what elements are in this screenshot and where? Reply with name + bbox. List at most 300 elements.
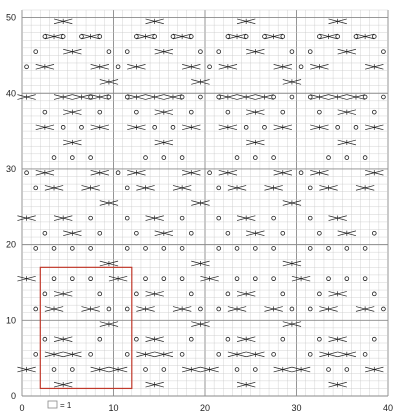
decrease-symbol xyxy=(329,382,347,387)
decrease-symbol xyxy=(237,337,255,342)
yarn-over-symbol xyxy=(354,35,358,39)
yarn-over-symbol xyxy=(372,337,376,341)
yarn-over-symbol xyxy=(345,156,349,160)
yarn-over-symbol xyxy=(290,50,294,54)
yarn-over-symbol xyxy=(134,337,138,341)
yarn-over-symbol xyxy=(354,125,358,129)
yarn-over-symbol xyxy=(217,216,221,220)
yarn-over-symbol xyxy=(382,307,386,311)
yarn-over-symbol xyxy=(317,110,321,114)
yarn-over-symbol xyxy=(89,247,93,251)
yarn-over-symbol xyxy=(382,50,386,54)
yarn-over-symbol xyxy=(80,35,84,39)
yarn-over-symbol xyxy=(382,95,386,99)
yarn-over-symbol xyxy=(226,110,230,114)
decrease-symbol xyxy=(127,64,145,69)
decrease-symbol xyxy=(246,110,264,115)
decrease-symbol xyxy=(246,49,264,54)
yarn-over-symbol xyxy=(180,156,184,160)
decrease-symbol xyxy=(246,231,264,236)
legend-swatch xyxy=(48,401,57,408)
decrease-symbol xyxy=(146,216,164,221)
decrease-symbol xyxy=(365,64,383,69)
yarn-over-symbol xyxy=(317,35,321,39)
decrease-symbol xyxy=(200,276,218,281)
decrease-symbol xyxy=(329,337,347,342)
yarn-over-symbol xyxy=(226,231,230,235)
yarn-over-symbol xyxy=(162,247,166,251)
decrease-symbol xyxy=(17,216,35,221)
yarn-over-symbol xyxy=(281,35,285,39)
decrease-symbol xyxy=(81,34,99,39)
decrease-symbol xyxy=(182,170,200,175)
decrease-symbol xyxy=(338,49,356,54)
yarn-over-symbol xyxy=(217,247,221,251)
decrease-symbol xyxy=(54,337,72,342)
yarn-over-symbol xyxy=(52,156,56,160)
yarn-over-symbol xyxy=(253,277,257,281)
decrease-symbol xyxy=(191,200,209,205)
yarn-over-symbol xyxy=(263,125,267,129)
yarn-over-symbol xyxy=(70,368,74,372)
yarn-over-symbol xyxy=(317,292,321,296)
yarn-over-symbol xyxy=(336,125,340,129)
yarn-over-symbol xyxy=(317,337,321,341)
decrease-symbol xyxy=(310,125,328,130)
yarn-over-symbol xyxy=(125,95,129,99)
decrease-symbol xyxy=(100,200,118,205)
decrease-symbol xyxy=(136,306,154,311)
yarn-over-symbol xyxy=(34,352,38,356)
yarn-over-symbol xyxy=(34,307,38,311)
decrease-symbol xyxy=(338,140,356,145)
yarn-over-symbol xyxy=(25,171,29,175)
decrease-symbol xyxy=(283,261,301,266)
yarn-over-symbol xyxy=(43,231,47,235)
decrease-symbol xyxy=(155,140,173,145)
yarn-over-symbol xyxy=(43,35,47,39)
yarn-over-symbol xyxy=(217,95,221,99)
decrease-symbol xyxy=(146,94,164,99)
yarn-over-symbol xyxy=(308,186,312,190)
yarn-over-symbol xyxy=(171,125,175,129)
decrease-symbol xyxy=(191,79,209,84)
yarn-over-symbol xyxy=(345,368,349,372)
yarn-over-symbol xyxy=(116,171,120,175)
yarn-over-symbol xyxy=(308,352,312,356)
yarn-over-symbol xyxy=(162,156,166,160)
yarn-over-symbol xyxy=(244,35,248,39)
yarn-over-symbol xyxy=(281,110,285,114)
yarn-over-symbol xyxy=(134,35,138,39)
yarn-over-symbol xyxy=(180,95,184,99)
decrease-symbol xyxy=(310,64,328,69)
yarn-over-symbol xyxy=(290,95,294,99)
yarn-over-symbol xyxy=(52,247,56,251)
decrease-symbol xyxy=(45,34,63,39)
decrease-symbol xyxy=(63,140,81,145)
decrease-symbol xyxy=(237,291,255,296)
decrease-symbol xyxy=(109,367,127,372)
decrease-symbol xyxy=(356,34,374,39)
yarn-over-symbol xyxy=(226,337,230,341)
decrease-symbol xyxy=(219,94,237,99)
decrease-symbol xyxy=(246,352,264,357)
yarn-over-symbol xyxy=(199,307,203,311)
yarn-over-symbol xyxy=(308,50,312,54)
yarn-over-symbol xyxy=(345,247,349,251)
yarn-over-symbol xyxy=(281,337,285,341)
decrease-symbol xyxy=(347,94,365,99)
yarn-over-symbol xyxy=(89,156,93,160)
y-tick-label: 20 xyxy=(5,239,16,250)
decrease-symbol xyxy=(36,64,54,69)
yarn-over-symbol xyxy=(125,352,129,356)
decrease-symbol xyxy=(274,64,292,69)
decrease-symbol xyxy=(146,19,164,24)
yarn-over-symbol xyxy=(372,231,376,235)
decrease-symbol xyxy=(91,170,109,175)
decrease-symbol xyxy=(100,321,118,326)
yarn-over-symbol xyxy=(89,216,93,220)
legend xyxy=(48,401,72,410)
yarn-over-symbol xyxy=(144,247,148,251)
decrease-symbol xyxy=(292,276,310,281)
decrease-symbol xyxy=(100,79,118,84)
yarn-over-symbol xyxy=(125,50,129,54)
yarn-over-symbol xyxy=(43,292,47,296)
yarn-over-symbol xyxy=(308,307,312,311)
decrease-symbol xyxy=(319,306,337,311)
yarn-over-symbol xyxy=(217,50,221,54)
decrease-symbol xyxy=(228,185,246,190)
decrease-symbol xyxy=(219,64,237,69)
yarn-over-symbol xyxy=(272,95,276,99)
yarn-over-symbol xyxy=(189,231,193,235)
decrease-symbol xyxy=(246,140,264,145)
yarn-over-symbol xyxy=(299,65,303,69)
decrease-symbol xyxy=(365,125,383,130)
decrease-symbol xyxy=(292,367,310,372)
decrease-symbol xyxy=(91,94,109,99)
decrease-symbol xyxy=(17,276,35,281)
decrease-symbol xyxy=(338,352,356,357)
yarn-over-symbol xyxy=(70,277,74,281)
decrease-symbol xyxy=(237,19,255,24)
decrease-symbol xyxy=(310,94,328,99)
decrease-symbol xyxy=(173,306,191,311)
decrease-symbol xyxy=(91,125,109,130)
yarn-over-symbol xyxy=(253,156,257,160)
decrease-symbol xyxy=(17,94,35,99)
yarn-over-symbol xyxy=(134,292,138,296)
yarn-over-symbol xyxy=(125,307,129,311)
decrease-symbol xyxy=(91,64,109,69)
yarn-over-symbol xyxy=(272,247,276,251)
decrease-symbol xyxy=(182,125,200,130)
yarn-over-symbol xyxy=(244,125,248,129)
yarn-over-symbol xyxy=(345,277,349,281)
yarn-over-symbol xyxy=(180,352,184,356)
decrease-symbol xyxy=(100,261,118,266)
yarn-over-symbol xyxy=(43,110,47,114)
yarn-over-symbol xyxy=(162,277,166,281)
yarn-over-symbol xyxy=(134,110,138,114)
yarn-over-symbol xyxy=(162,368,166,372)
yarn-over-symbol xyxy=(327,277,331,281)
yarn-over-symbol xyxy=(336,35,340,39)
decrease-symbol xyxy=(182,367,200,372)
decrease-symbol xyxy=(237,382,255,387)
yarn-over-symbol xyxy=(226,35,230,39)
yarn-over-symbol xyxy=(189,35,193,39)
decrease-symbol xyxy=(72,94,90,99)
x-tick-label: 0 xyxy=(19,403,25,413)
decrease-symbol xyxy=(329,19,347,24)
x-tick-label: 20 xyxy=(199,403,211,413)
yarn-over-symbol xyxy=(180,277,184,281)
decrease-symbol xyxy=(54,291,72,296)
yarn-over-symbol xyxy=(80,125,84,129)
decrease-symbol xyxy=(36,170,54,175)
decrease-symbol xyxy=(54,382,72,387)
yarn-over-symbol xyxy=(171,35,175,39)
decrease-symbol xyxy=(319,352,337,357)
decrease-symbol xyxy=(319,34,337,39)
decrease-symbol xyxy=(54,19,72,24)
yarn-over-symbol xyxy=(372,35,376,39)
decrease-symbol xyxy=(228,352,246,357)
yarn-over-symbol xyxy=(107,95,111,99)
x-tick-label: 30 xyxy=(291,403,302,413)
decrease-symbol xyxy=(338,110,356,115)
decrease-symbol xyxy=(329,94,347,99)
decrease-symbol xyxy=(136,185,154,190)
yarn-over-symbol xyxy=(372,110,376,114)
yarn-over-symbol xyxy=(363,352,367,356)
decrease-symbol xyxy=(146,337,164,342)
chart-symbols xyxy=(17,19,385,387)
yarn-over-symbol xyxy=(70,156,74,160)
decrease-symbol xyxy=(264,306,282,311)
yarn-over-symbol xyxy=(363,277,367,281)
decrease-symbol xyxy=(63,49,81,54)
yarn-over-symbol xyxy=(281,231,285,235)
yarn-over-symbol xyxy=(153,35,157,39)
decrease-symbol xyxy=(264,185,282,190)
decrease-symbol xyxy=(200,367,218,372)
yarn-over-symbol xyxy=(98,35,102,39)
yarn-over-symbol xyxy=(327,247,331,251)
yarn-over-symbol xyxy=(217,307,221,311)
decrease-symbol xyxy=(36,125,54,130)
yarn-over-symbol xyxy=(299,171,303,175)
x-tick-label: 40 xyxy=(382,403,394,413)
y-tick-label: 10 xyxy=(5,315,16,326)
decrease-symbol xyxy=(283,200,301,205)
yarn-over-symbol xyxy=(70,247,74,251)
yarn-over-symbol xyxy=(98,337,102,341)
decrease-symbol xyxy=(127,170,145,175)
decrease-symbol xyxy=(182,64,200,69)
yarn-over-symbol xyxy=(327,156,331,160)
yarn-over-symbol xyxy=(34,186,38,190)
decrease-symbol xyxy=(191,261,209,266)
yarn-over-symbol xyxy=(125,247,129,251)
decrease-symbol xyxy=(155,49,173,54)
decrease-symbol xyxy=(155,352,173,357)
y-tick-label: 0 xyxy=(10,391,16,401)
y-tick-label: 30 xyxy=(5,163,16,174)
decrease-symbol xyxy=(45,306,63,311)
yarn-over-symbol xyxy=(226,292,230,296)
decrease-symbol xyxy=(228,306,246,311)
yarn-over-symbol xyxy=(125,216,129,220)
yarn-over-symbol xyxy=(308,216,312,220)
decrease-symbol xyxy=(81,185,99,190)
yarn-over-symbol xyxy=(363,156,367,160)
yarn-over-symbol xyxy=(290,307,294,311)
decrease-symbol xyxy=(365,170,383,175)
yarn-over-symbol xyxy=(208,171,212,175)
legend-text: = 1 xyxy=(60,401,72,410)
yarn-over-symbol xyxy=(189,292,193,296)
decrease-symbol xyxy=(63,352,81,357)
yarn-over-symbol xyxy=(272,156,276,160)
yarn-over-symbol xyxy=(34,247,38,251)
decrease-symbol xyxy=(338,231,356,236)
y-tick-label: 40 xyxy=(5,88,16,99)
decrease-symbol xyxy=(264,34,282,39)
yarn-over-symbol xyxy=(89,95,93,99)
decrease-symbol xyxy=(136,352,154,357)
decrease-symbol xyxy=(81,306,99,311)
yarn-over-symbol xyxy=(372,292,376,296)
decrease-symbol xyxy=(146,291,164,296)
yarn-over-symbol xyxy=(363,95,367,99)
yarn-over-symbol xyxy=(98,231,102,235)
decrease-symbol xyxy=(127,125,145,130)
decrease-symbol xyxy=(283,79,301,84)
decrease-symbol xyxy=(155,110,173,115)
x-tick-label: 10 xyxy=(108,403,119,413)
yarn-over-symbol xyxy=(43,337,47,341)
yarn-over-symbol xyxy=(272,277,276,281)
decrease-symbol xyxy=(219,125,237,130)
decrease-symbol xyxy=(237,216,255,221)
decrease-symbol xyxy=(255,94,273,99)
decrease-symbol xyxy=(45,185,63,190)
yarn-over-symbol xyxy=(253,368,257,372)
decrease-symbol xyxy=(54,94,72,99)
yarn-over-symbol xyxy=(281,292,285,296)
yarn-over-symbol xyxy=(272,352,276,356)
yarn-over-symbol xyxy=(144,277,148,281)
yarn-over-symbol xyxy=(253,247,257,251)
yarn-over-symbol xyxy=(208,65,212,69)
yarn-over-symbol xyxy=(89,352,93,356)
yarn-over-symbol xyxy=(89,277,93,281)
yarn-over-symbol xyxy=(235,277,239,281)
yarn-over-symbol xyxy=(180,216,184,220)
yarn-over-symbol xyxy=(308,95,312,99)
decrease-symbol xyxy=(191,321,209,326)
decrease-symbol xyxy=(173,185,191,190)
yarn-over-symbol xyxy=(144,156,148,160)
yarn-over-symbol xyxy=(25,65,29,69)
yarn-over-symbol xyxy=(235,247,239,251)
yarn-over-symbol xyxy=(61,35,65,39)
decrease-symbol xyxy=(356,185,374,190)
decrease-symbol xyxy=(63,110,81,115)
yarn-over-symbol xyxy=(217,352,221,356)
yarn-over-symbol xyxy=(144,368,148,372)
yarn-over-symbol xyxy=(125,186,129,190)
yarn-over-symbol xyxy=(263,35,267,39)
yarn-over-symbol xyxy=(52,368,56,372)
decrease-symbol xyxy=(356,306,374,311)
decrease-symbol xyxy=(146,382,164,387)
yarn-over-symbol xyxy=(327,368,331,372)
decrease-symbol xyxy=(274,125,292,130)
decrease-symbol xyxy=(63,231,81,236)
yarn-over-symbol xyxy=(189,337,193,341)
yarn-over-symbol xyxy=(98,110,102,114)
y-tick-label: 50 xyxy=(5,12,16,23)
yarn-over-symbol xyxy=(363,247,367,251)
decrease-symbol xyxy=(237,94,255,99)
yarn-over-symbol xyxy=(107,50,111,54)
decrease-symbol xyxy=(173,34,191,39)
decrease-symbol xyxy=(228,34,246,39)
yarn-over-symbol xyxy=(199,50,203,54)
decrease-symbol xyxy=(155,231,173,236)
yarn-over-symbol xyxy=(153,125,157,129)
decrease-symbol xyxy=(54,216,72,221)
decrease-symbol xyxy=(109,276,127,281)
decrease-symbol xyxy=(283,321,301,326)
yarn-over-symbol xyxy=(317,231,321,235)
decrease-symbol xyxy=(365,367,383,372)
yarn-over-symbol xyxy=(235,156,239,160)
yarn-over-symbol xyxy=(308,247,312,251)
yarn-over-symbol xyxy=(199,95,203,99)
yarn-over-symbol xyxy=(189,110,193,114)
decrease-symbol xyxy=(45,352,63,357)
decrease-symbol xyxy=(329,291,347,296)
yarn-over-symbol xyxy=(272,216,276,220)
decrease-symbol xyxy=(310,170,328,175)
decrease-symbol xyxy=(17,367,35,372)
yarn-over-symbol xyxy=(134,231,138,235)
decrease-symbol xyxy=(274,170,292,175)
yarn-over-symbol xyxy=(98,292,102,296)
decrease-symbol xyxy=(329,216,347,221)
yarn-over-symbol xyxy=(180,247,184,251)
decrease-symbol xyxy=(127,94,145,99)
yarn-over-symbol xyxy=(116,65,120,69)
decrease-symbol xyxy=(219,170,237,175)
yarn-over-symbol xyxy=(107,307,111,311)
decrease-symbol xyxy=(274,367,292,372)
yarn-over-symbol xyxy=(52,277,56,281)
yarn-over-symbol xyxy=(61,125,65,129)
yarn-over-symbol xyxy=(235,368,239,372)
decrease-symbol xyxy=(319,185,337,190)
yarn-over-symbol xyxy=(34,50,38,54)
yarn-over-symbol xyxy=(217,186,221,190)
decrease-symbol xyxy=(91,367,109,372)
